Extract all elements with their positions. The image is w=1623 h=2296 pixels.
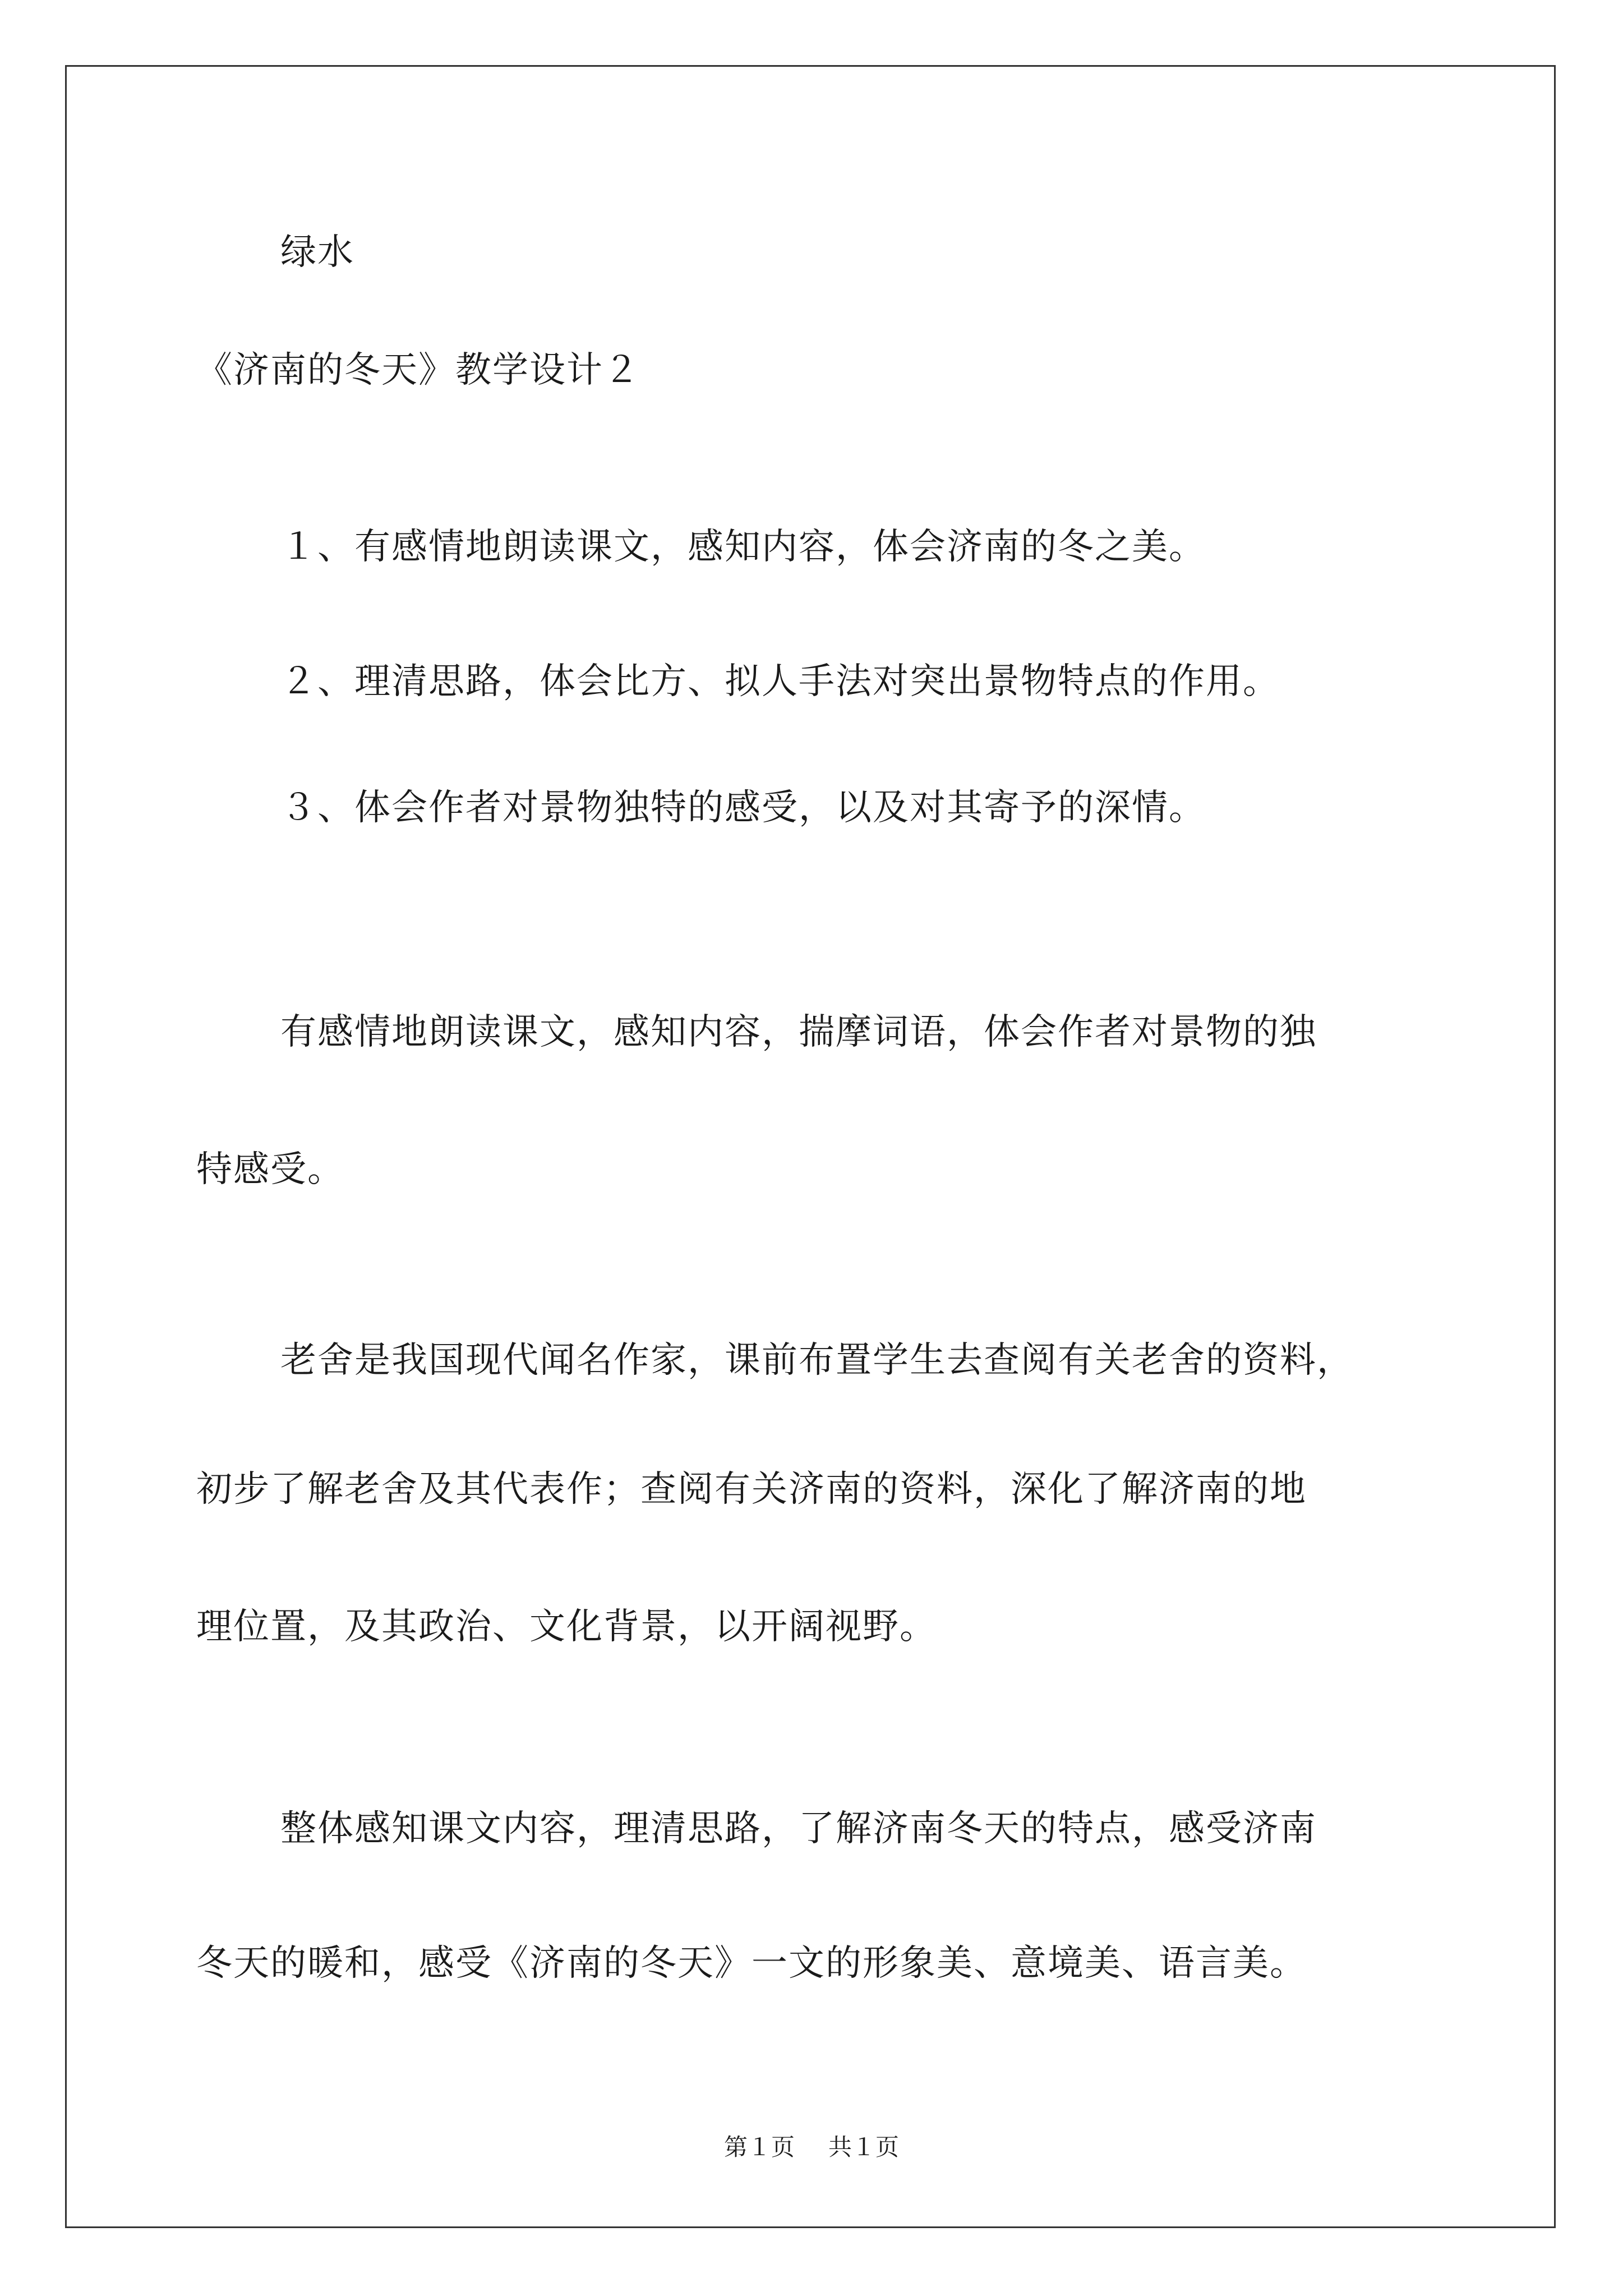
text-line-lushui: 绿水	[280, 232, 354, 273]
key-point-line-1: 有感情地朗读课文，感知内容，揣摩词语，体会作者对景物的独	[280, 1011, 1317, 1053]
process-line-1: 整体感知课文内容，理清思路，了解济南冬天的特点，感受济南	[280, 1808, 1317, 1849]
key-point-line-2: 特感受。	[196, 1149, 344, 1190]
objective-2: ２、理清思路，体会比方、拟人手法对突出景物特点的作用。	[280, 661, 1280, 702]
process-line-2: 冬天的暖和，感受《济南的冬天》一文的形象美、意境美、语言美。	[196, 1943, 1307, 1984]
total-pages: 共１页	[828, 2133, 900, 2161]
current-page: 第１页	[723, 2133, 795, 2161]
preparation-line-3: 理位置，及其政治、文化背景，以开阔视野。	[196, 1606, 937, 1648]
objective-1: １、有感情地朗读课文，感知内容，体会济南的冬之美。	[280, 526, 1206, 568]
section-title: 《济南的冬天》教学设计２	[196, 349, 640, 391]
objective-3: ３、体会作者对景物独特的感受，以及对其寄予的深情。	[280, 787, 1206, 829]
page-footer	[0, 2132, 1623, 2163]
preparation-line-2: 初步了解老舍及其代表作；查阅有关济南的资料，深化了解济南的地	[196, 1469, 1307, 1510]
preparation-line-1: 老舍是我国现代闻名作家，课前布置学生去查阅有关老舍的资料，	[280, 1340, 1354, 1381]
